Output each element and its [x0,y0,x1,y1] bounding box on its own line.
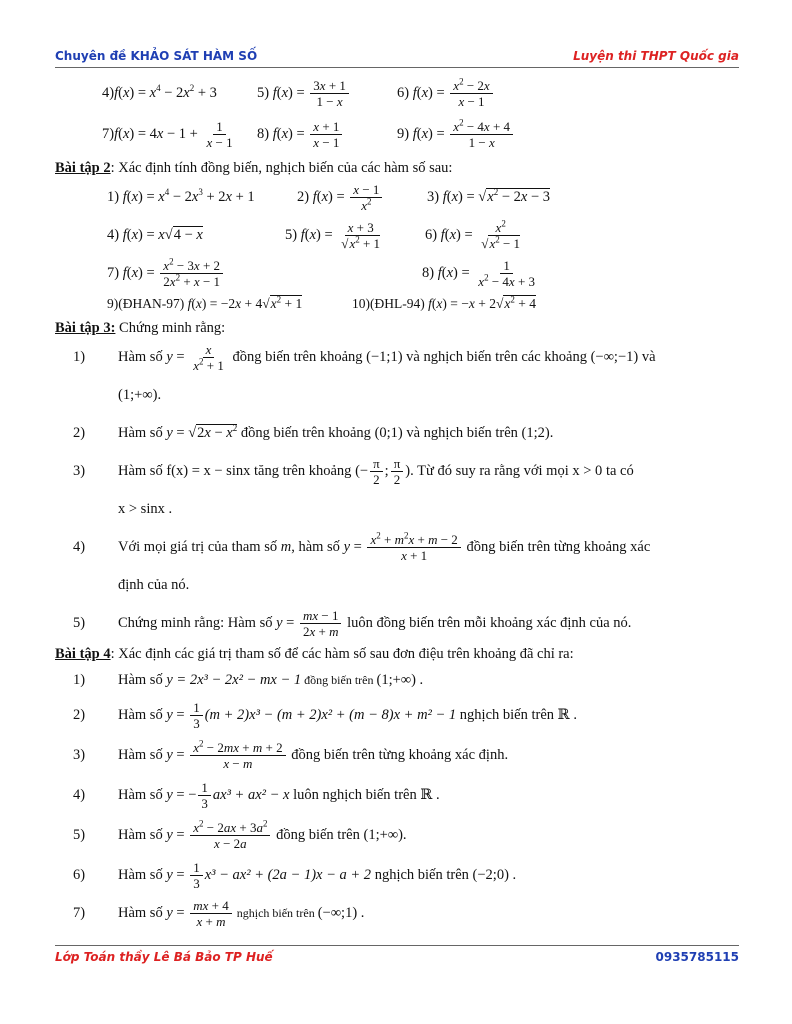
expr: 6) f(x) = $\frac{x^2 - 2x}{x - 1}$ [397,78,495,109]
list-item: 3) Hàm số y = $\frac{x^2 - 2mx + m + 2}{x - m}$ đồng biến trên từng khoảng xác định. [73,738,509,772]
expr: 8) f(x) = $\frac{1}{x^2 - 4x + 3}$ [422,257,536,289]
list-item: 5) Chứng minh rằng: Hàm số y = $\frac{mx - 1}{2x + m}$ luôn đồng biến trên mỗi khoảng xác định của nó. [73,608,632,640]
list-item: 5) Hàm số y = $\frac{x^2 - 2ax + 3a^2}{x - 2a}$ đồng biến trên (1;+∞). [73,818,407,852]
footer-right: 0935785115 [655,950,739,964]
expr: 10)(ĐHL-94) $f(x) = -x + 2√x^2 + 4$ [352,294,537,311]
header-right: Luyện thi THPT Quốc gia [573,49,739,63]
list-item: 2) Hàm số y = $\frac{1}{3}$ (m + 2)x³ − (m + 2)x² + (m − 8)x + m² − 1 nghịch biến trên ℝ . [73,700,577,732]
list-item: 2) Hàm số $y = √2x - x^2$ đồng biến trên khoảng (0;1) và nghịch biến trên (1;2). [73,423,554,441]
list-item: 7) Hàm số y = $\frac{mx + 4}{x + m}$ nghịch biến trên (−∞;1) . [73,898,365,930]
expr: 7)f(x) = 4x − 1 + $\frac{1}{x - 1}$ [102,118,233,150]
expr: 9)(ĐHAN-97) $f(x) = -2x + 4√x^2 + 1$ [107,294,303,311]
page-content [55,74,739,932]
exercise-row [55,112,739,156]
list-item: 1) Hàm số y = $\frac{x}{x^2 + 1}$ đồng biến trên khoảng (−1;1) và nghịch biến trên các khoảng (−∞;−1) và (1;+∞). [73,342,656,403]
expr: 1) $f(x) = x^4 - 2x^3 + 2x + 1$ [107,186,255,205]
exercise-row [55,254,739,292]
exercise-2-title: Bài tập 2: Xác định tính đồng biến, nghịch biến của các hàm số sau: [55,160,453,176]
expr: $4)f(x) = x^4 - 2x^2 + 3$ [102,82,217,101]
list-item: 6) Hàm số y = $\frac{1}{3}$ x³ − ax² + (2a − 1)x − a + 2 nghịch biến trên (−2;0) . [73,860,517,892]
expr: 4) f(x) = x√4 − x [107,226,203,243]
page-footer [55,950,739,964]
expr: 7) f(x) = $\frac{x^2 - 3x + 2}{2x^2 + x - 1}$ [55,258,422,289]
exercise-4-title: Bài tập 4: Xác định các giá trị tham số để các hàm số sau đơn điệu trên khoảng đã chỉ ra: [55,646,574,662]
header-divider [55,67,739,68]
footer-divider [55,945,739,946]
expr: 2) f(x) = $\frac{x - 1}{x^2}$ [297,182,427,213]
header-left: Chuyên đề KHẢO SÁT HÀM SỐ [55,49,258,63]
list-item: 1) Hàm số y = 2x³ − 2x² − mx − 1 đồng biến trên (1;+∞) . [73,672,424,688]
expr: 5) f(x) = $\frac{3x + 1}{1 - x}$ [257,78,397,109]
footer-left: Lớp Toán thầy Lê Bá Bảo TP Huế [55,950,273,964]
exercise-row [55,74,739,112]
exercise-3-title: Bài tập 3: Chứng minh rằng: [55,320,226,336]
list-item: 4) Với mọi giá trị của tham số m, hàm số y = $\frac{x^2 + m^2x + m - 2}{x + 1}$ đồng biến trên từng khoảng xác định của nó. [73,530,651,593]
expr: 3) $f(x) = √x^2 - 2x - 3$ [427,186,550,205]
expr: 8) f(x) = $\frac{x + 1}{x - 1}$ [257,119,397,150]
exercise-row [55,292,739,316]
expr: 6) f(x) = $\frac{x^2}{√x^2 - 1}$ [425,218,521,251]
list-item: 3) Hàm số f(x) = x − sinx tăng trên khoảng (− $\frac{\pi}{2}$ ; $\frac{\pi}{2}$ ). Từ đó suy ra rằng với mọi x > 0 ta có x > sinx . [73,456,634,517]
expr: 5) f(x) = $\frac{x + 3}{√x^2 + 1}$ [285,219,381,251]
page-header [55,49,739,63]
exercise-row [55,216,739,254]
expr: 9) f(x) = $\frac{x^2 - 4x + 4}{1 - x}$ [397,119,515,150]
exercise-row [55,178,739,216]
list-item: 4) Hàm số y = − $\frac{1}{3}$ ax³ + ax² − x luôn nghịch biến trên ℝ . [73,780,440,812]
